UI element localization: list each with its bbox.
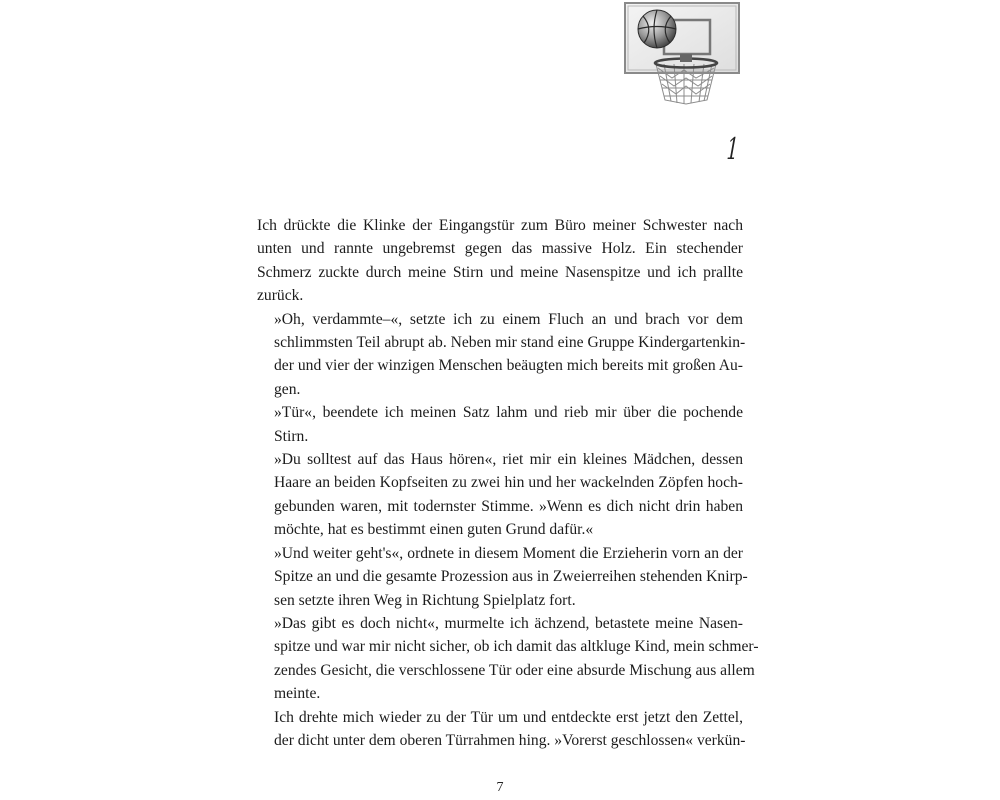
text-line: zendes Gesicht, die verschlossene Tür oder eine absurde Mischung aus allem (274, 661, 755, 679)
page-number: 7 (496, 780, 504, 795)
text-line: Stirn. (274, 427, 309, 445)
text-line: möchte, hat es bestimmt einen guten Grund dafür.« (274, 521, 594, 539)
text-line: spitze und war mir nicht sicher, ob ich damit das altkluge Kind, mein schmer- (274, 638, 759, 656)
paragraph (257, 214, 743, 308)
text-line: sen setzte ihren Weg in Richtung Spielplatz fort. (274, 591, 576, 609)
text-line: Ich drückte die Klinke der Eingangstür zum Büro meiner Schwester nach (257, 217, 743, 234)
paragraph (257, 542, 748, 612)
text-line: gebunden waren, mit todernster Stimme. »Wenn es dich nicht drin haben (274, 497, 743, 515)
text-line: gen. (274, 380, 301, 398)
text-line: »Tür«, beendete ich meinen Satz lahm und rieb mir über die pochende (274, 404, 743, 422)
paragraph (257, 612, 759, 706)
text-line: »Das gibt es doch nicht«, murmelte ich ächzend, betastete meine Nasen- (274, 614, 743, 632)
text-line: Haare an beiden Kopfseiten zu zwei hin und her wackelnden Zöpfen hoch- (274, 474, 743, 492)
text-line: der dicht unter dem oberen Türrahmen hing. »Vorerst geschlossen« verkün- (274, 731, 746, 749)
text-line: Ich drehte mich wieder zu der Tür um und entdeckte erst jetzt den Zettel, (274, 708, 743, 726)
text-line: schlimmsten Teil abrupt ab. Neben mir stand eine Gruppe Kindergartenkin- (274, 334, 746, 352)
text-line: »Du solltest auf das Haus hören«, riet mir ein kleines Mädchen, dessen (274, 451, 743, 469)
text-line: »Oh, verdammte–«, setzte ich zu einem Fluch an und brach vor dem (274, 310, 743, 328)
text-line: zurück. (257, 287, 304, 305)
text-line: meinte. (274, 685, 321, 703)
text-line: unten und rannte ungebremst gegen das massive Holz. Ein stechender (257, 240, 743, 258)
text-line: »Und weiter geht's«, ordnete in diesem Moment die Erzieherin vorn an der (274, 544, 743, 562)
paragraph (257, 448, 743, 542)
paragraph (257, 401, 743, 448)
chapter-text (257, 214, 759, 752)
text-line: der und vier der winzigen Menschen beäugten mich bereits mit großen Au- (274, 357, 743, 375)
text-line: Schmerz zuckte durch meine Stirn und meine Nasenspitze und ich prallte (257, 263, 743, 281)
paragraph (257, 706, 746, 753)
paragraph (257, 308, 746, 402)
basketball-hoop-icon (624, 2, 740, 110)
text-line: Spitze an und die gesamte Prozession aus in Zweierreihen stehenden Knirp- (274, 568, 748, 586)
chapter-number: 1 (725, 132, 740, 167)
